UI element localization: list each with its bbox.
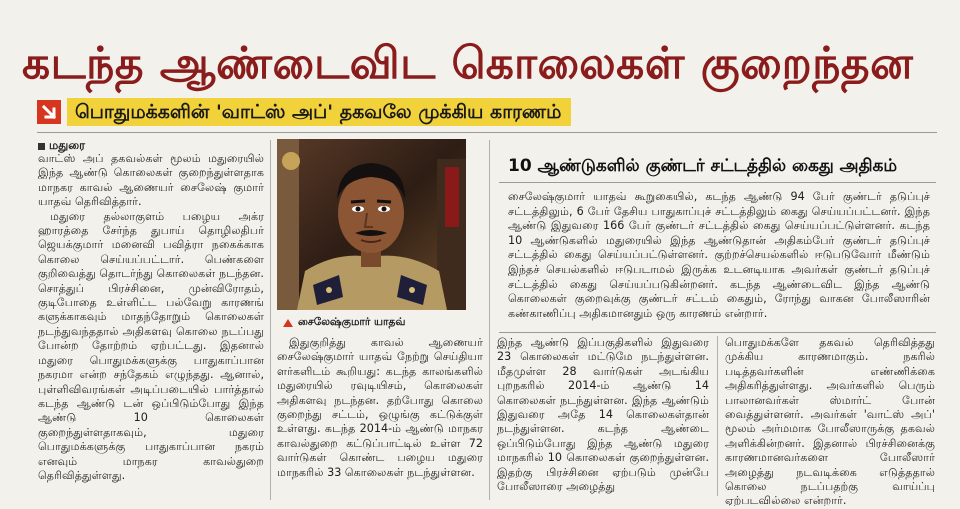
dateline-text: மதுரை <box>49 138 86 152</box>
column-2 <box>277 336 483 480</box>
column-divider <box>489 140 490 500</box>
paragraph: மதுரை தல்லாகுளம் பழைய அக்ர ஹாரத்தை சேர்ந்த துபாய் தொழிலதிபர் ஜெயக்குமார் மனைவி பவித்ரா நகைக்காக கொலை செய்யப்பட்டார். பெண்களை குறிவைத்து தொடர்ந்து கொலைகள் நடந்தன. சொத்துப் பிரச்சினை, முன்விரோதம், குடிபோதை உள்ளிட்ட பல்வேறு காரணங் களுக்காகவும் மாதந்தோறும் கொலைகள் நடந்துவந்ததால் அதிகளவு கொலை நடப்பது போன்ற தோற்றம் ஏற்பட்டது. இதனால் மதுரை பொதுமக்களுக்கு பாதுகாப்பான நகரமா என்ற சந்தேகம் எழுந்தது. ஆனால், புள்ளிவிவரங்கள் அடிப்படையில் பார்த்தால் கடந்த ஆண்டு டன் ஒப்பிடும்போது இந்த ஆண்டு 10 கொலைகள் குறைந்துள்ளதாகவும், மதுரை பொதுமக்களுக்கு பாதுகாப்பான நகரம் எனவும் மாநகர காவல்துறை தெரிவித்துள்ளது. <box>38 209 264 482</box>
paragraph: வாட்ஸ் அப் தகவல்கள் மூலம் மதுரையில் இந்த ஆண்டு கொலைகள் குறைந்துள்ளதாக மாநகர காவல் ஆணையர் சைலேஷ் குமார் யாதவ் தெரிவித்தார். <box>38 152 264 209</box>
paragraph: சைலேஷ்குமார் யாதவ் கூறுகையில், கடந்த ஆண்டு 94 பேர் குண்டர் தடுப்புச் சட்டத்திலும், 6 பேர் தேசிய பாதுகாப்புச் சட்டத்திலும் கைது செய்யப்பட்டனர். இந்த ஆண்டு இதுவரை 166 பேர் குண்டர் சட்டத்தில் கைது செய்யப்பட்டுள்ளனர். கடந்த 10 ஆண்டுகளில் மதுரையில் இந்த ஆண்டுதான் அதிகம்பேர் குண்டர் தடுப்புச் சட்டத்தில் கைது செய்யப்பட்டுள்ளனர். குற்றச்செயல்களில் ஈடுபடுவோர் மீண்டும் இந்தச் செயல்களில் ஈடுபடாமல் இருக்க உடனடியாக அவர்கள் குண்டர் தடுப்புச் சட்டத்தில் கைது செய்யப்படுகின்றனர். கடந்த ஆண்டைவிட இந்த ஆண்டு கொலைகள் குறைவுக்கு குண்டர் சட்டம் கைதும், ரோந்து வாகன போலீஸாரின் கண்காணிப்பு அதிகமானதும் ஒரு காரணம் என்றார். <box>508 190 930 320</box>
divider <box>37 132 937 133</box>
sidebar-title: 10 ஆண்டுகளில் குண்டர் சட்டத்தில் கைது அதிகம் <box>508 156 898 176</box>
column-divider <box>270 140 271 500</box>
column-divider <box>717 336 718 496</box>
arrow-icon <box>37 100 61 124</box>
sidebar-divider <box>499 182 936 183</box>
bullet-icon <box>38 143 45 150</box>
paragraph: இதுகுறித்து காவல் ஆணையர் சைலேஷ்குமார் யாதவ் நேற்று செய்தியா ளர்களிடம் கூறியது: கடந்த காலங்களில் மதுரையில் ரவுடியிசம், கொலைகள் அதிகளவு நடந்தன. தற்போது கொலை குறைந்து சட்டம், ஒழுங்கு கட்டுக்குள் உள்ளது. கடந்த 2014-ம் ஆண்டு மாநகர காவல்துறை கட்டுப்பாட்டில் உள்ள 72 வார்டுகள் கொண்ட பழைய மதுரை மாநகரில் 33 கொலைகள் நடந்துள்ளன. <box>277 336 483 479</box>
paragraph: பொதுமக்களே தகவல் தெரிவித்தது முக்கிய காரணமாகும். நகரில் படித்தவர்களின் எண்ணிக்கை அதிகரித்துள்ளது. அவர்களில் பெரும் பாலானவர்கள் ஸ்மார்ட் போன் வைத்துள்ளனர். அவர்கள் 'வாட்ஸ் அப்' மூலம் அர்மமாக போலீஸாருக்கு தகவல் அளிக்கின்றனர். இதனால் பிரச்சினைக்கு காரணமானவர்களை போலீஸார் அழைத்து நடவடிக்கை எடுத்ததால் கொலை நடப்பதற்கு வாய்ப்பு ஏற்படவில்லை என்றார். <box>725 336 935 508</box>
column-3 <box>497 336 709 494</box>
column-4 <box>725 336 935 509</box>
paragraph: இந்த ஆண்டு இப்பகுதிகளில் இதுவரை 23 கொலைகள் மட்டுமே நடந்துள்ளன. மீதமுள்ள 28 வார்டுகள் அடங்கிய புறநகரில் 2014-ம் ஆண்டு 14 கொலைகள் நடந்துள்ளன. இந்த ஆண்டும் இதுவரை அதே 14 கொலைகள்தான் நடந்துள்ளன. கடந்த ஆண்டை ஒப்பிடும்போது இந்த ஆண்டு மதுரை மாநகரில் 10 கொலைகள் குறைந்துள்ளன. இதற்கு பிரச்சினை ஏற்படும் முன்பே போலீஸாரை அழைத்து <box>497 336 709 494</box>
column-1 <box>38 152 264 483</box>
caption-text: சைலேஷ்குமார் யாதவ் <box>298 316 406 328</box>
photo-caption <box>283 316 405 329</box>
officer-photo <box>277 139 466 310</box>
divider <box>499 332 936 333</box>
subheadline: பொதுமக்களின் 'வாட்ஸ் அப்' தகவலே முக்கிய காரணம் <box>67 98 571 126</box>
triangle-icon <box>283 319 293 327</box>
sidebar-body <box>508 190 930 321</box>
headline: கடந்த ஆண்டைவிட கொலைகள் குறைந்தன <box>22 38 914 89</box>
subheadline-bar <box>37 97 571 127</box>
